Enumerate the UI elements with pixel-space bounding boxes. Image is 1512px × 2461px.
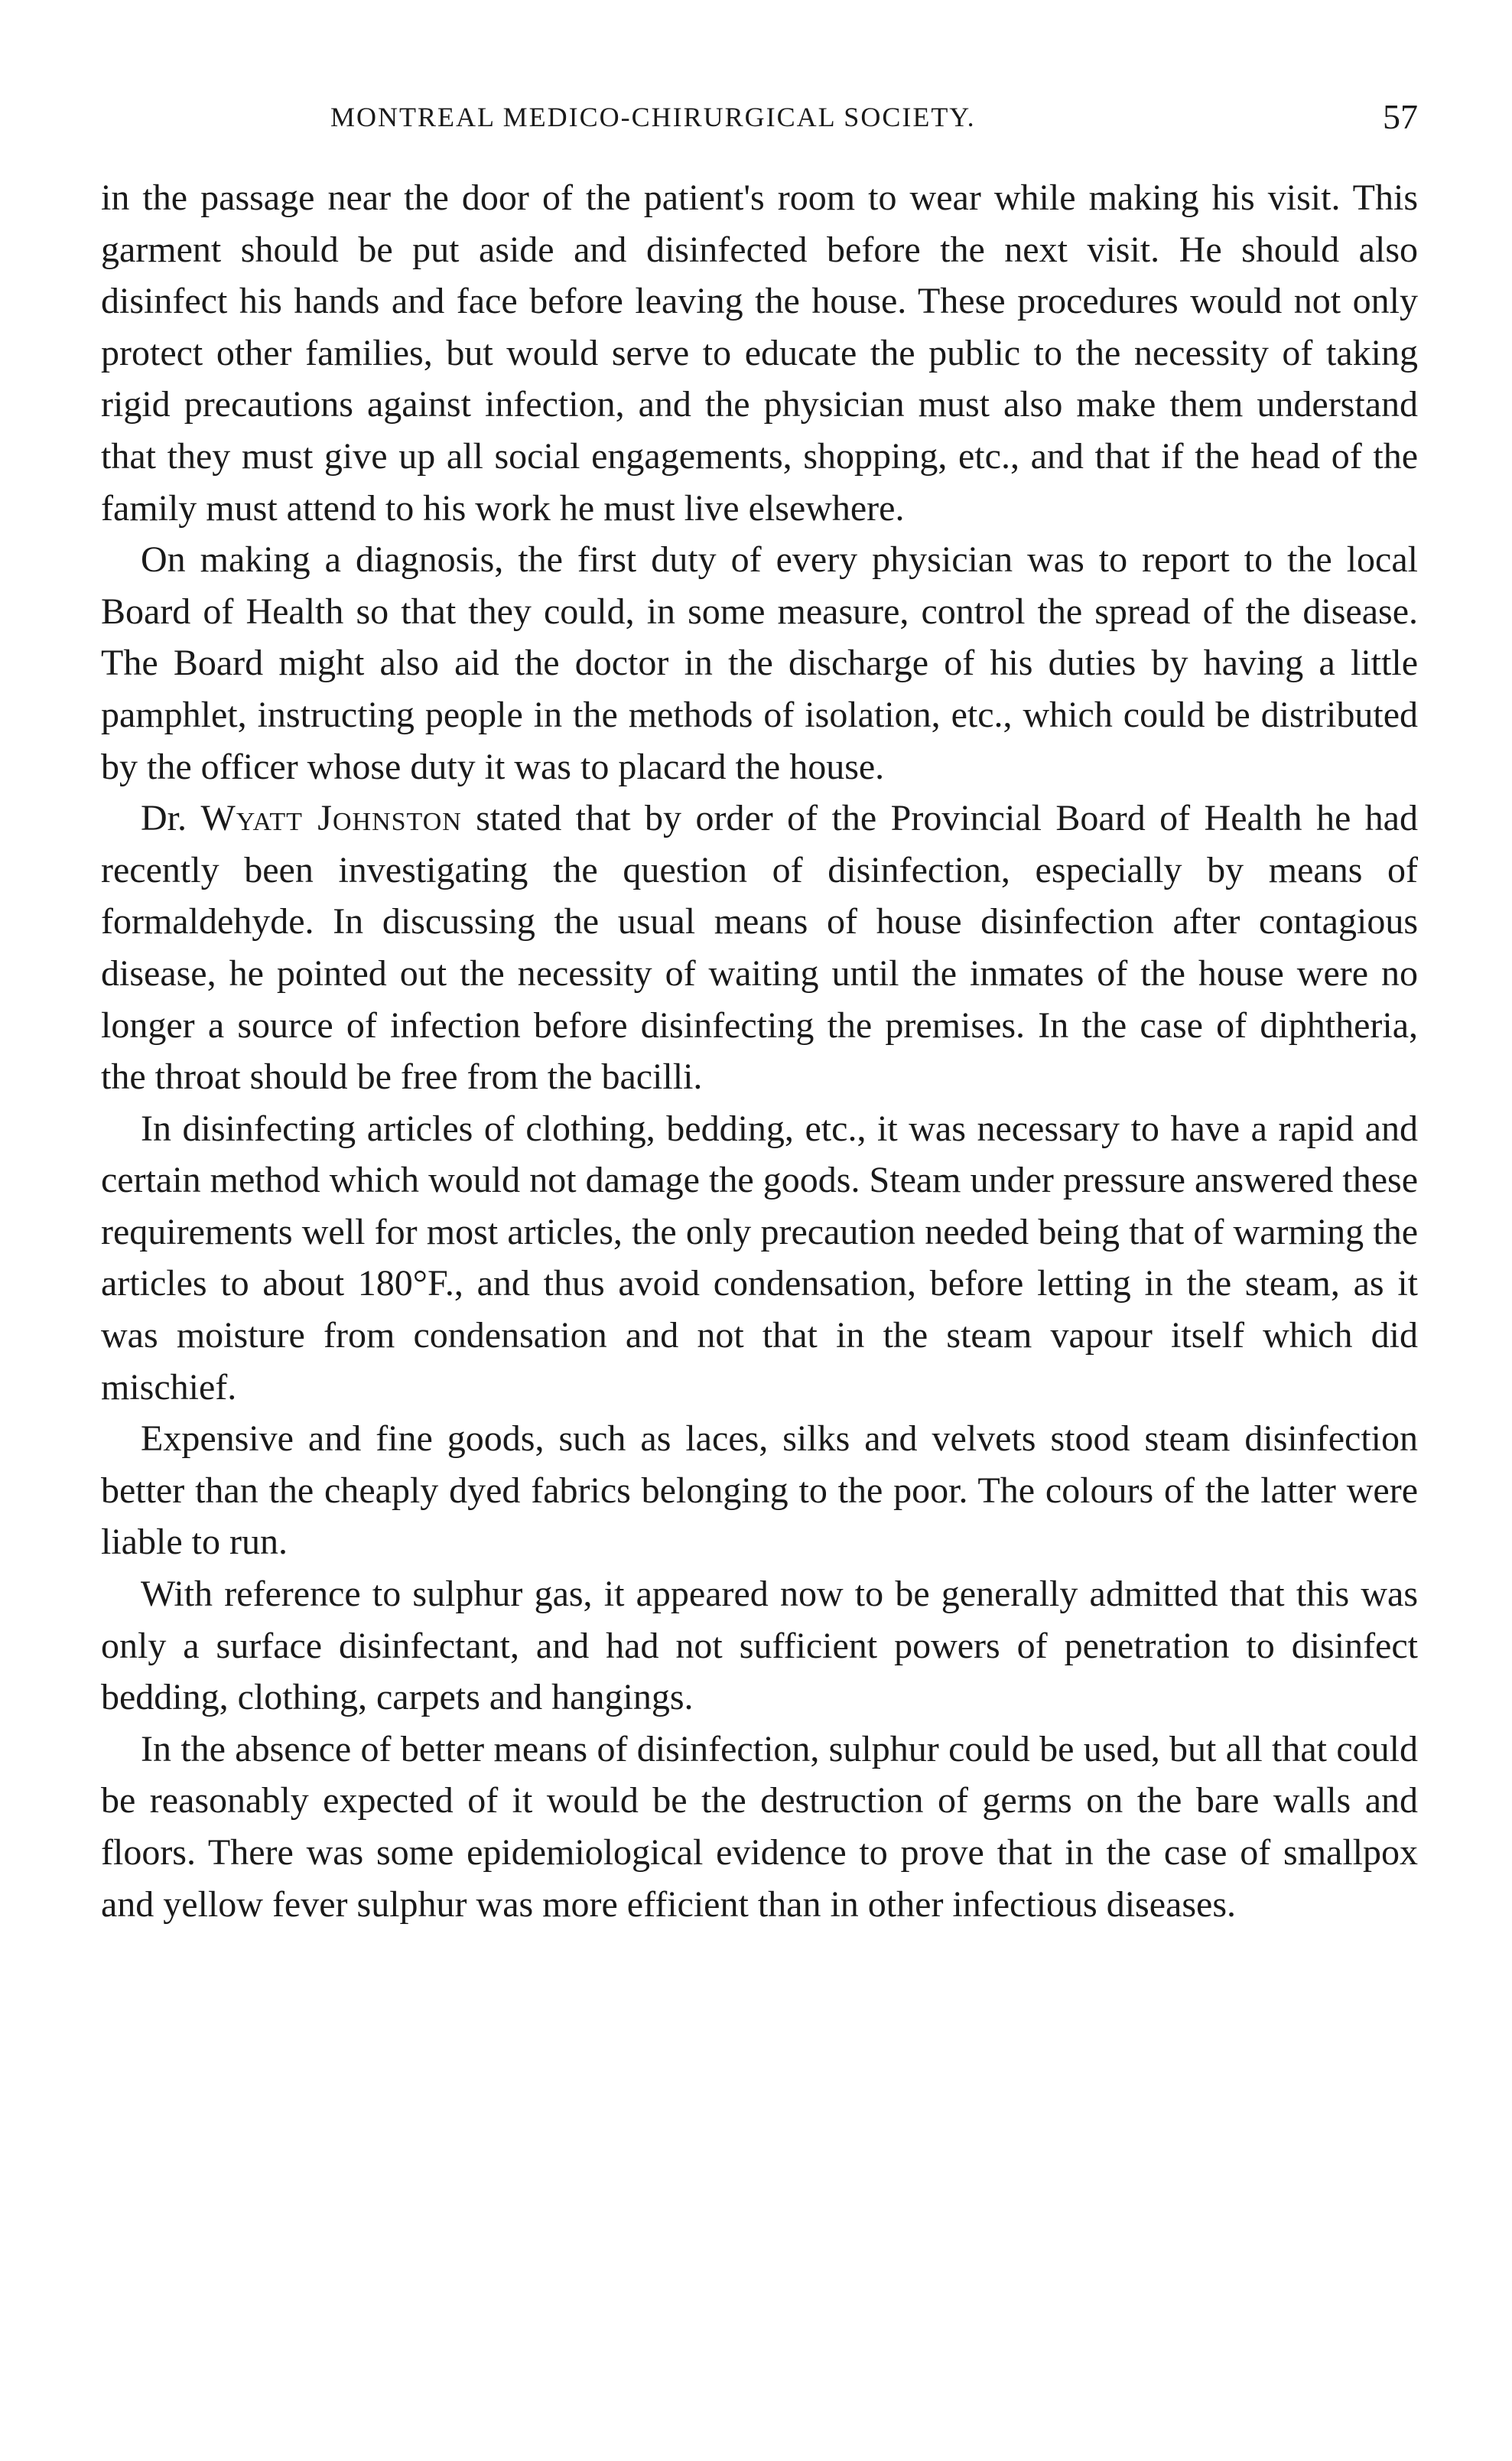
paragraph-sulphur-gas: With reference to sulphur gas, it appeared now to be generally admitted that this was only a surface disinfectant, and had not sufficient powers of penetration to disinfect bedding, clothing, carpets and hangings. [101, 1574, 1418, 1718]
paragraph-wyatt-johnston [101, 793, 1418, 1103]
page-header [101, 90, 1418, 144]
body-text [101, 172, 1418, 1930]
paragraph-sulphur-use: In the absence of better means of disinfection, sulphur could be used, but all that could be reasonably expected of it would be the destruction of germs on the bare walls and floors. There was some epidemiological evidence to prove that in the case of smallpox and yellow fever sulphur was more efficient than in other infectious diseases. [101, 1728, 1418, 1925]
paragraph-steam-disinfection: In disinfecting articles of clothing, bedding, etc., it was necessary to have a rapid and certain method which would not damage the goods. Steam under pressure answered these requirements well for most articles, the only precaution needed being that of warming the articles to about 180°F., and thus avoid condensation, before letting in the steam, as it was moisture from condensation and not that in the steam vapour itself which did mischief. [101, 1108, 1418, 1408]
running-head: MONTREAL MEDICO-CHIRURGICAL SOCIETY. [330, 102, 976, 132]
paragraph-text: stated that by order of the Provincial Board of Health he had recently been investigating the question of disinfection, especially by means of formaldehyde. In discussing the usual means of house disinfection after contagious disease, he pointed out the necessity of waiting until the inmates of the house were no longer a source of infection before disinfecting the premises. In the case of diphtheria, the throat should be free from the bacilli. [101, 798, 1418, 1098]
speaker-prefix: Dr. [141, 798, 201, 839]
paragraph-continuation: in the passage near the door of the patient's room to wear while making his visit. This garment should be put aside and disinfected before the next visit. He should also disinfect his hands and face before leaving the house. These procedures would not only protect other families, but would serve to educate the public to the necessity of taking rigid precautions against infection, and the physician must also make them understand that they must give up all social engagements, shopping, etc., and that if the head of the family must attend to his work he must live elsewhere. [101, 177, 1418, 529]
page-number: 57 [1383, 97, 1418, 136]
paragraph-diagnosis-duty: On making a diagnosis, the first duty of every physician was to report to the local Board of Health so that they could, in some measure, control the spread of the disease. The Board might also aid the doctor in the discharge of his duties by having a little pamphlet, instructing people in the methods of isolation, etc., which could be distributed by the officer whose duty it was to placard the house. [101, 539, 1418, 787]
speaker-name: Wyatt Johnston [200, 798, 462, 839]
paragraph-fine-goods: Expensive and fine goods, such as laces, silks and velvets stood steam disinfection better than the cheaply dyed fabrics belonging to the poor. The colours of the latter were liable to run. [101, 1418, 1418, 1563]
